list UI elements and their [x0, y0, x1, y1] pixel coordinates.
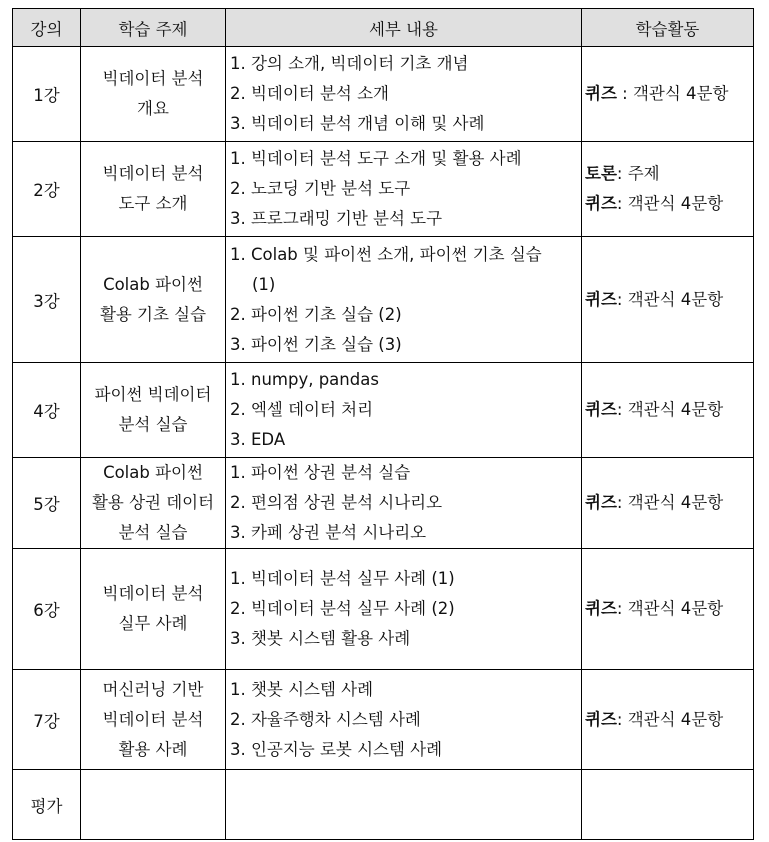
activity-separator: : [616, 709, 628, 729]
topic-line: 활용 기초 실습 [99, 304, 207, 324]
header-activity: 학습활동 [582, 9, 754, 47]
table-row [13, 670, 754, 770]
lecture-details [226, 363, 582, 458]
table-body [13, 47, 754, 840]
learning-activity [582, 47, 754, 142]
topic-line: 분석 실습 [118, 523, 188, 542]
learning-activity [582, 142, 754, 237]
detail-item: 3. 카페 상권 분석 시나리오 [230, 523, 427, 542]
detail-item: 3. 인공지능 로봇 시스템 사례 [230, 739, 443, 759]
table-row [13, 549, 754, 670]
detail-item: 2. 빅데이터 분석 소개 [230, 84, 389, 103]
table-row [13, 363, 754, 458]
detail-item: 1. Colab 및 파이썬 소개, 파이썬 기초 실습 (1) [230, 244, 542, 294]
activity-kind: 퀴즈 [585, 289, 617, 309]
lecture-details [226, 670, 582, 770]
detail-item: 2. 편의점 상권 분석 시나리오 [230, 493, 443, 512]
lecture-topic [81, 770, 226, 840]
topic-line: 빅데이터 분석 [102, 584, 204, 603]
activity-text: 객관식 4문항 [627, 493, 724, 512]
activity-text: 객관식 4문항 [627, 709, 724, 729]
detail-item: 3. 빅데이터 분석 개념 이해 및 사례 [230, 114, 485, 133]
topic-line: 머신러닝 기반 [102, 679, 204, 699]
activity-separator: : [616, 289, 628, 309]
lecture-topic [81, 363, 226, 458]
lecture-topic [81, 47, 226, 142]
header-row [13, 9, 754, 47]
lecture-details [226, 549, 582, 670]
topic-line: Colab 파이썬 [103, 463, 203, 482]
detail-item: 2. 자율주행차 시스템 사례 [230, 709, 421, 729]
topic-line: 도구 소개 [118, 194, 188, 213]
lecture-details [226, 237, 582, 363]
lecture-topic [81, 142, 226, 237]
topic-line: 활용 상권 데이터 [91, 493, 215, 512]
activity-separator: : [616, 493, 628, 512]
lecture-number: 4강 [13, 363, 81, 458]
lecture-number: 1강 [13, 47, 81, 142]
topic-line: 파이썬 빅데이터 [94, 385, 212, 404]
lecture-details [226, 142, 582, 237]
detail-item: 1. 챗봇 시스템 사례 [230, 679, 374, 699]
activity-line [585, 79, 753, 109]
learning-activity [582, 363, 754, 458]
syllabus-table [12, 8, 754, 840]
detail-item: 3. EDA [230, 430, 286, 449]
activity-line [585, 594, 753, 624]
activity-separator: : [616, 164, 628, 183]
activity-kind: 퀴즈 [585, 709, 617, 729]
activity-separator: : [616, 84, 633, 103]
header-lecture: 강의 [13, 9, 81, 47]
detail-item: 1. 빅데이터 분석 실무 사례 (1) [230, 569, 455, 588]
activity-text: 객관식 4문항 [627, 599, 724, 618]
lecture-topic [81, 237, 226, 363]
learning-activity [582, 670, 754, 770]
learning-activity [582, 237, 754, 363]
lecture-topic [81, 549, 226, 670]
activity-line [585, 285, 753, 315]
activity-kind: 퀴즈 [585, 194, 617, 213]
lecture-details [226, 47, 582, 142]
topic-line: 활용 사례 [118, 739, 188, 759]
header-details: 세부 내용 [226, 9, 582, 47]
detail-item: 2. 파이썬 기초 실습 (2) [230, 304, 402, 324]
lecture-number: 7강 [13, 670, 81, 770]
header-topic: 학습 주제 [81, 9, 226, 47]
activity-line [585, 395, 753, 425]
lecture-number: 평가 [13, 770, 81, 840]
learning-activity [582, 770, 754, 840]
detail-item: 1. numpy, pandas [230, 370, 379, 389]
detail-item: 2. 엑셀 데이터 처리 [230, 400, 374, 419]
lecture-number: 3강 [13, 237, 81, 363]
topic-line: 실무 사례 [118, 614, 188, 633]
activity-text: 객관식 4문항 [627, 400, 724, 419]
lecture-number: 6강 [13, 549, 81, 670]
lecture-details [226, 770, 582, 840]
detail-item: 1. 빅데이터 분석 도구 소개 및 활용 사례 [230, 149, 522, 168]
table-header [13, 9, 754, 47]
activity-kind: 퀴즈 [585, 599, 617, 618]
learning-activity [582, 549, 754, 670]
activity-separator: : [616, 400, 628, 419]
table-row [13, 770, 754, 840]
table-row [13, 237, 754, 363]
detail-item: 3. 챗봇 시스템 활용 사례 [230, 629, 411, 648]
topic-line: 빅데이터 분석 [102, 69, 204, 88]
detail-item: 3. 프로그래밍 기반 분석 도구 [230, 209, 443, 228]
activity-text: 객관식 4문항 [627, 194, 724, 213]
lecture-topic [81, 458, 226, 549]
activity-kind: 토론 [585, 164, 617, 183]
table-row [13, 458, 754, 549]
activity-text: 객관식 4문항 [627, 289, 724, 309]
detail-item: 3. 파이썬 기초 실습 (3) [230, 334, 402, 354]
lecture-number: 2강 [13, 142, 81, 237]
activity-text: 주제 [627, 164, 660, 183]
activity-line [585, 189, 753, 219]
lecture-topic [81, 670, 226, 770]
detail-item: 2. 빅데이터 분석 실무 사례 (2) [230, 599, 455, 618]
activity-kind: 퀴즈 [585, 84, 617, 103]
topic-line: Colab 파이썬 [103, 274, 203, 294]
activity-line [585, 705, 753, 735]
activity-kind: 퀴즈 [585, 493, 617, 512]
topic-line: 개요 [137, 99, 169, 118]
topic-line: 분석 실습 [118, 415, 188, 434]
detail-item: 2. 노코딩 기반 분석 도구 [230, 179, 411, 198]
table-row [13, 142, 754, 237]
activity-text: 객관식 4문항 [632, 84, 729, 103]
learning-activity [582, 458, 754, 549]
lecture-details [226, 458, 582, 549]
topic-line: 빅데이터 분석 [102, 709, 204, 729]
activity-separator: : [616, 194, 628, 213]
table-row [13, 47, 754, 142]
activity-separator: : [616, 599, 628, 618]
activity-line [585, 159, 753, 189]
topic-line: 빅데이터 분석 [102, 164, 204, 183]
detail-item: 1. 강의 소개, 빅데이터 기초 개념 [230, 54, 469, 73]
lecture-number: 5강 [13, 458, 81, 549]
detail-item: 1. 파이썬 상권 분석 실습 [230, 463, 411, 482]
activity-line [585, 488, 753, 518]
activity-kind: 퀴즈 [585, 400, 617, 419]
